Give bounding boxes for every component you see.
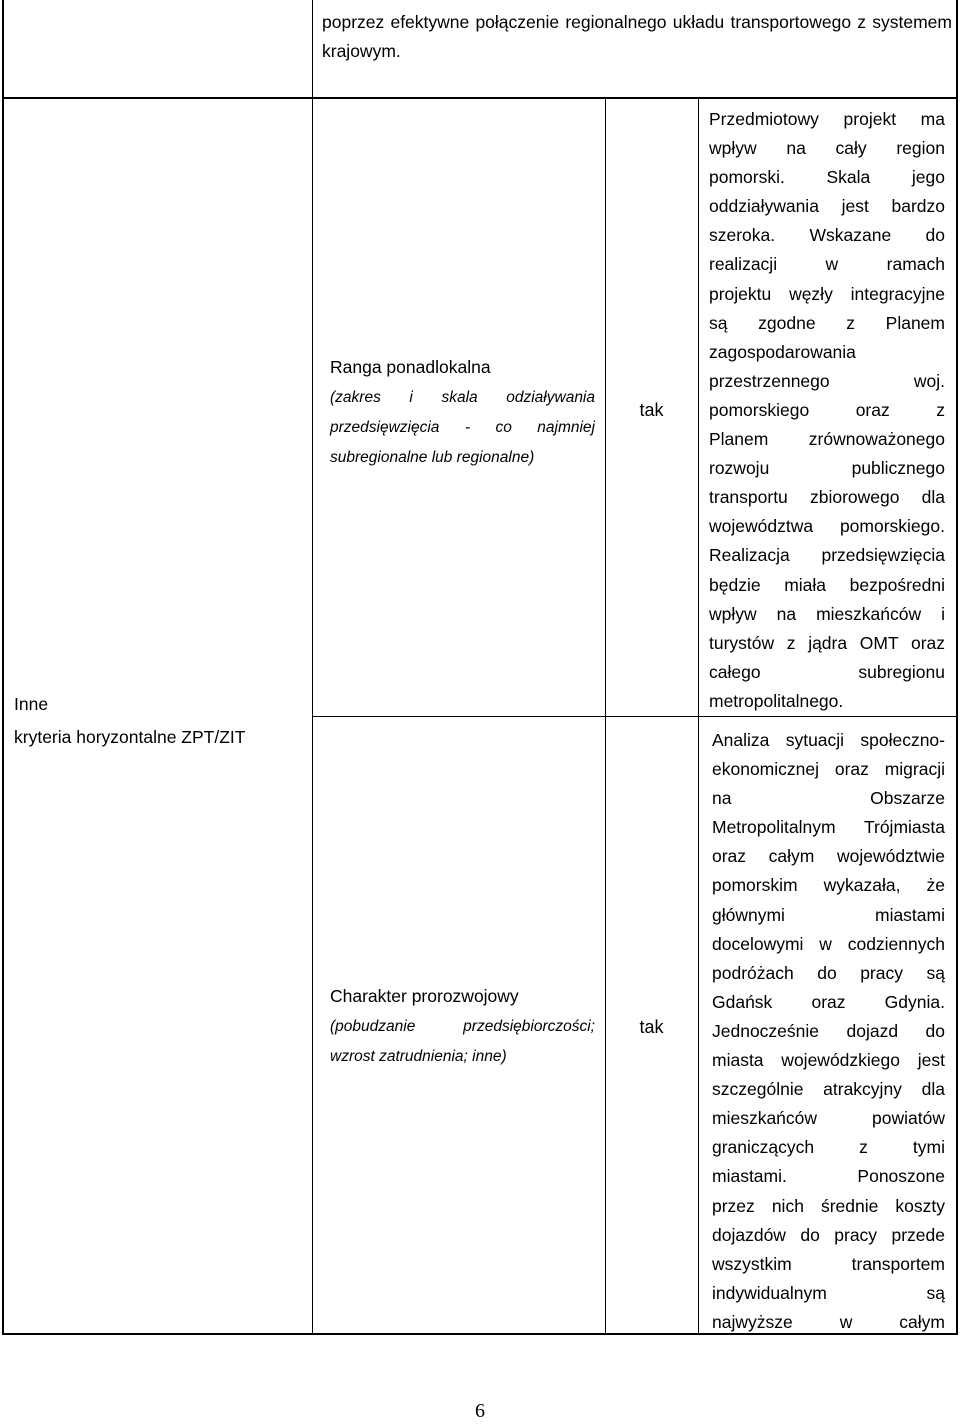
justification-line: zagospodarowania — [709, 341, 856, 362]
justification-cell — [712, 726, 945, 1337]
justification-line: docelowymi w codziennych — [712, 933, 945, 954]
justification-line: rozwoju publicznego — [709, 458, 945, 479]
justification-line: transportu zbiorowego dla — [709, 487, 945, 508]
justification-line: dojazdów do pracy przede — [712, 1224, 945, 1245]
category-line-1: Inne — [14, 694, 49, 714]
justification-line: oraz całym województwie — [712, 846, 945, 867]
table-border-left — [2, 0, 4, 1335]
criterion-answer: tak — [639, 400, 664, 420]
justification-line: są zgodne z Planem — [709, 312, 945, 333]
justification-line: pomorski. Skala jego — [709, 167, 945, 188]
justification-line: pomorskiego oraz z — [709, 399, 945, 420]
justification-line: indywidualnym są — [712, 1282, 945, 1303]
justification-line: szeroka. Wskazane do — [709, 225, 945, 246]
justification-line: Jednocześnie dojazd do — [712, 1020, 945, 1041]
justification-line: Przedmiotowy projekt ma — [709, 109, 945, 129]
criterion-description: (zakres i skala odziaływania przedsięwzięcia - co najmniej subregionalne lub regionalne) — [330, 389, 595, 466]
row-divider — [2, 97, 958, 99]
justification-line: wpływ na cały region — [709, 138, 945, 159]
criterion-answer: tak — [639, 1017, 664, 1037]
justification-lines — [712, 726, 945, 1337]
justification-line: pomorskim wykazała, że — [712, 875, 945, 896]
justification-line: przez nich średnie koszty — [712, 1195, 945, 1216]
criterion-description: (pobudzanie przedsiębiorczości; wzrost zatrudnienia; inne) — [330, 1018, 595, 1065]
column-divider — [312, 0, 313, 1335]
justification-line: wpływ na mieszkańców i — [709, 603, 945, 624]
justification-line: miastami. Ponoszone — [712, 1166, 945, 1187]
justification-line: przestrzennego woj. — [709, 370, 945, 391]
category-line-2: kryteria horyzontalne ZPT/ZIT — [14, 727, 246, 747]
justification-line: wszystkim transportem — [712, 1253, 945, 1274]
justification-line: będzie miała bezpośredni — [709, 574, 945, 595]
justification-line: Metropolitalnym Trójmiasta — [712, 817, 945, 838]
justification-line: miasta wojewódzkiego jest — [712, 1050, 945, 1071]
row-divider — [313, 716, 958, 717]
justification-line: województwa pomorskiego. — [709, 516, 945, 537]
continuation-text: poprzez efektywne połączenie regionalnego układu transportowego z systemem krajowym. — [322, 12, 952, 61]
justification-line: projektu węzły integracyjne — [709, 283, 945, 304]
justification-line: Analiza sytuacji społeczno- — [712, 730, 945, 750]
justification-line: graniczących z tymi — [712, 1137, 945, 1158]
justification-line: szczególnie atrakcyjny dla — [712, 1079, 945, 1100]
justification-line: całego subregionu — [709, 661, 945, 682]
criterion-title: Ranga ponadlokalna — [330, 357, 491, 377]
table-border-right — [956, 0, 958, 1335]
justification-line: mieszkańców powiatów — [712, 1108, 945, 1129]
justification-line: Gdańsk oraz Gdynia. — [712, 991, 945, 1012]
justification-line: Planem zrównoważonego — [709, 429, 945, 450]
justification-line: metropolitalnego. — [709, 690, 844, 711]
justification-line: ekonomicznej oraz migracji — [712, 759, 945, 780]
justification-line: turystów z jądra OMT oraz — [709, 632, 945, 653]
justification-line: głównymi miastami — [712, 904, 945, 925]
criterion-cell — [330, 981, 595, 1072]
criterion-cell — [330, 352, 595, 473]
criterion-title: Charakter prorozwojowy — [330, 986, 519, 1006]
justification-line: realizacji w ramach — [709, 254, 945, 275]
justification-cell — [709, 105, 945, 716]
justification-line: Realizacja przedsięwzięcia — [709, 545, 945, 566]
justification-line: podróżach do pracy są — [712, 962, 945, 983]
justification-lines — [709, 105, 945, 716]
page-number: 6 — [475, 1400, 485, 1422]
justification-line: najwyższe w całym — [712, 1311, 945, 1332]
justification-line: oddziaływania jest bardzo — [709, 196, 945, 217]
category-label — [14, 688, 304, 754]
justification-line: na Obszarze — [712, 788, 945, 809]
